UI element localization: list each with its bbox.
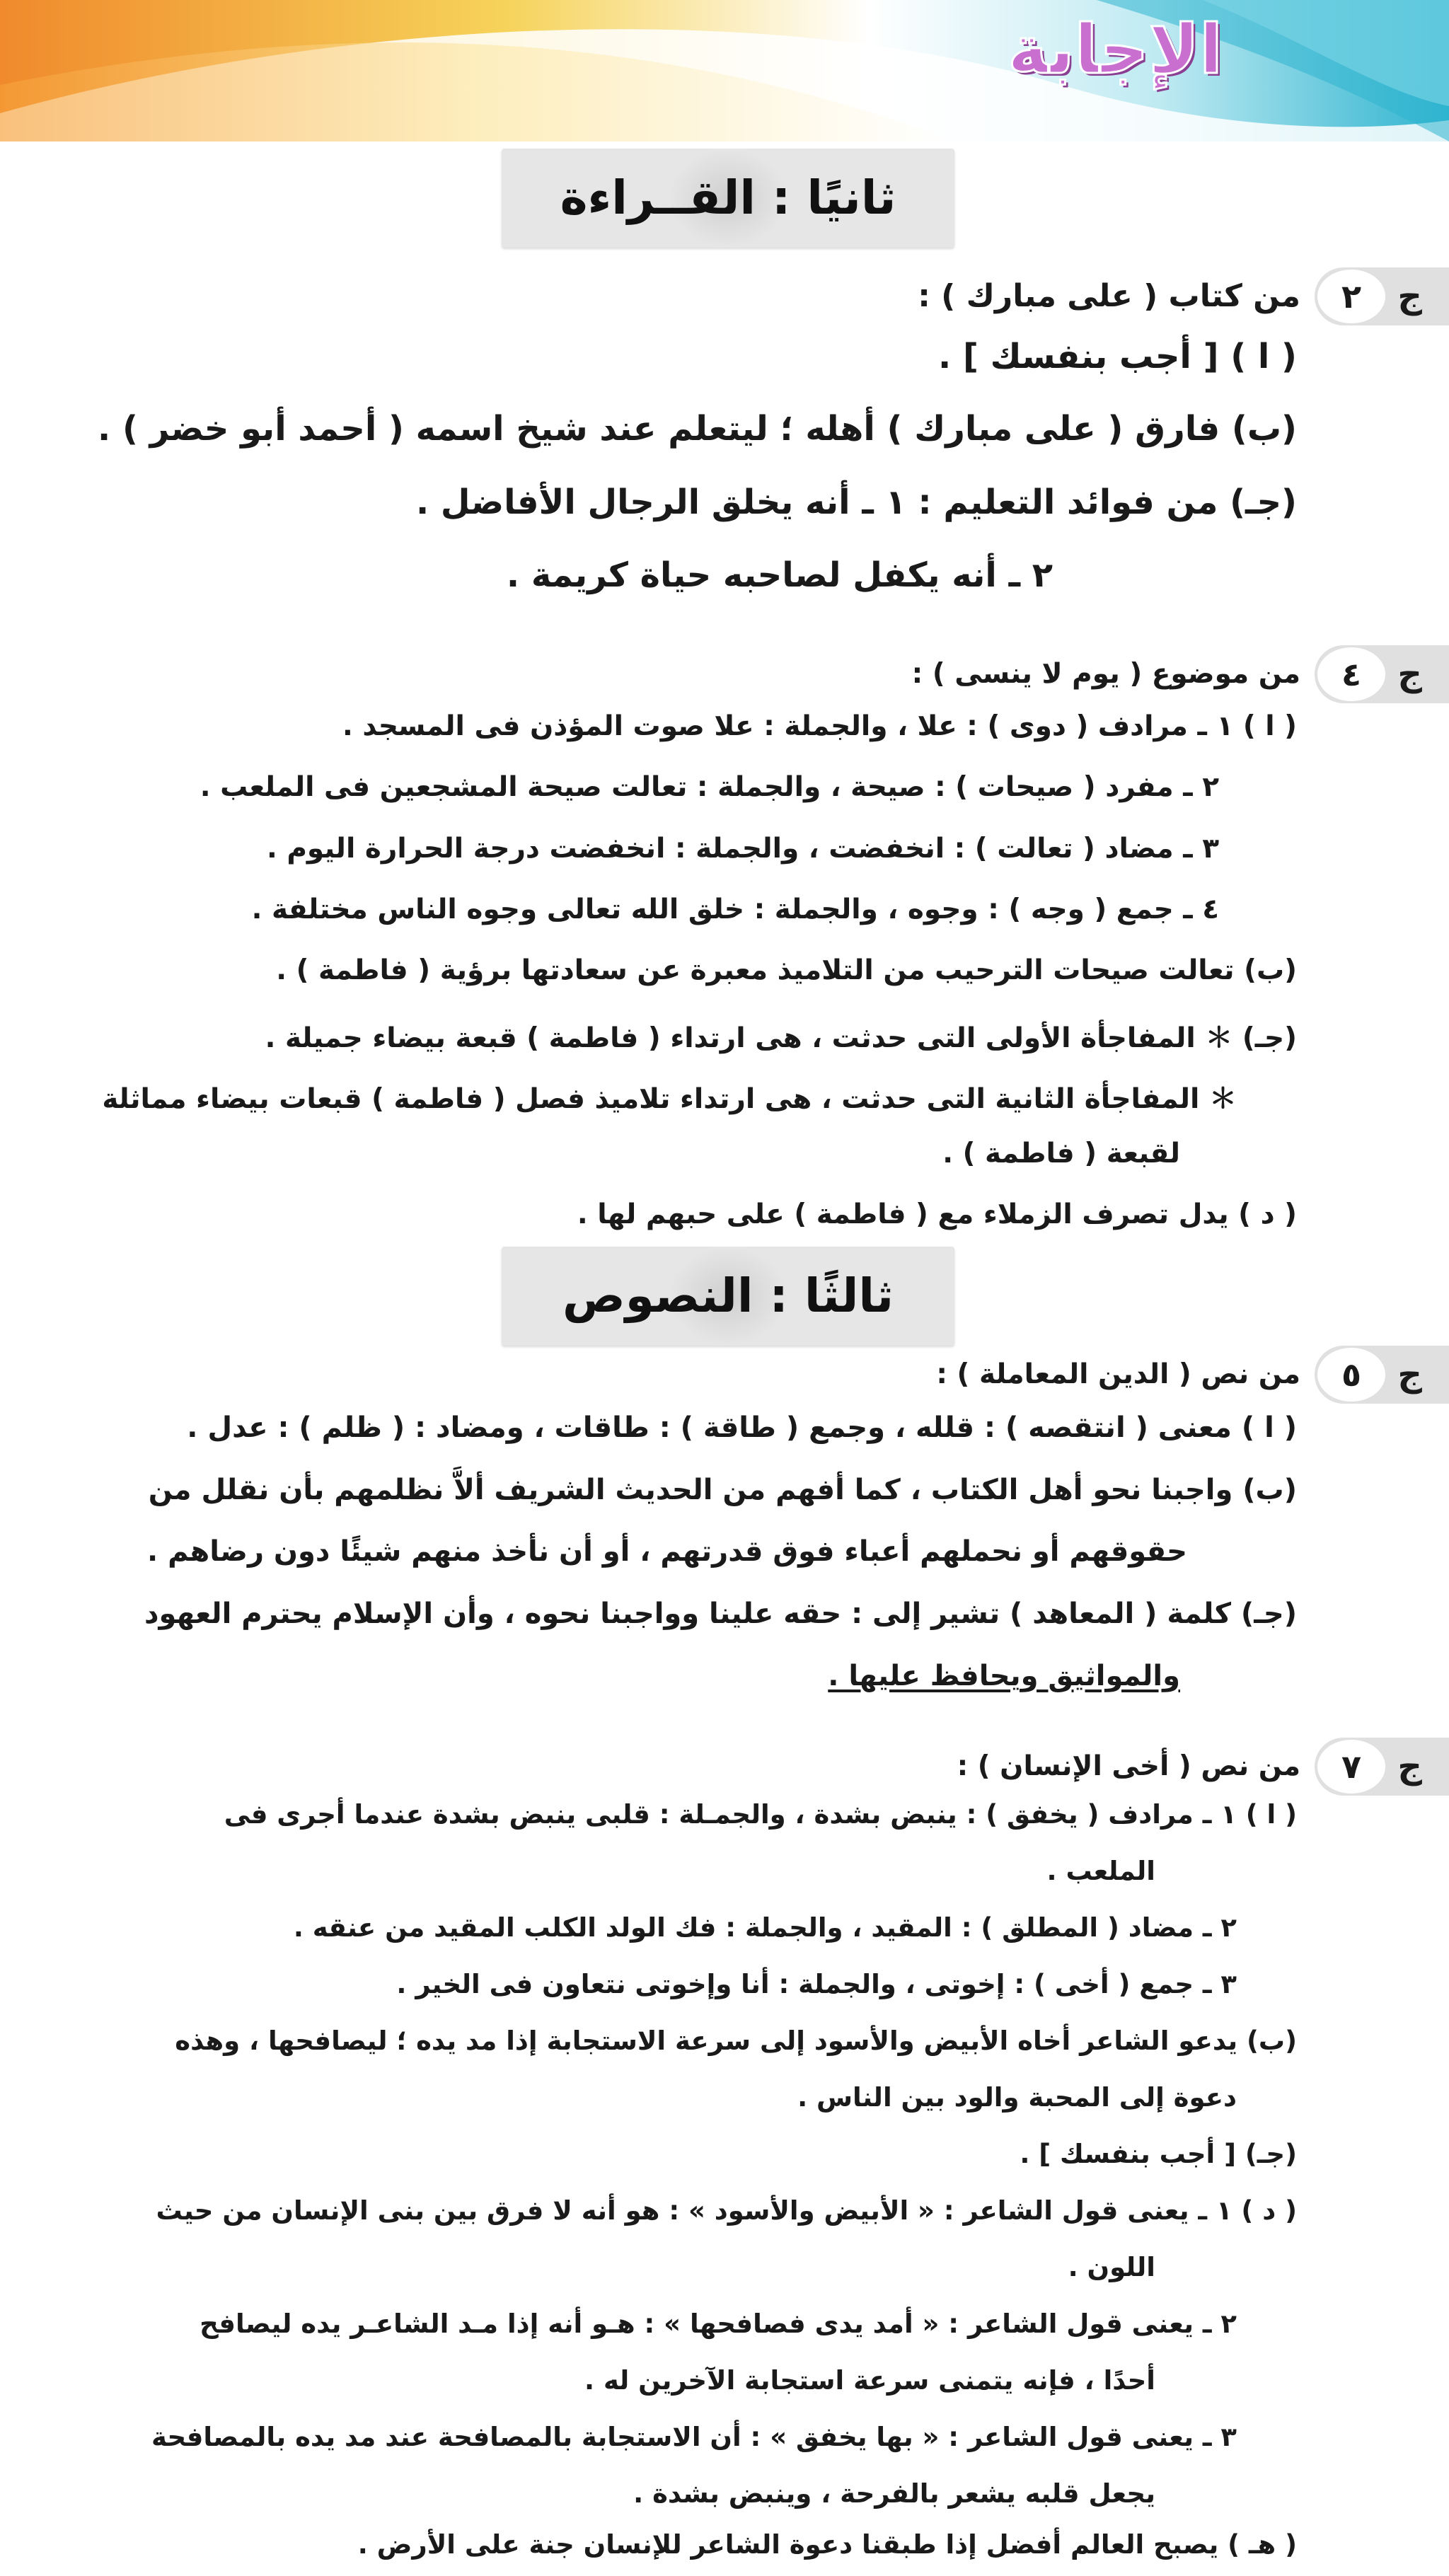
section-heading-reading (502, 149, 954, 248)
answer-line: ٢ ـ مفرد ( صيحات ) : صيحة ، والجملة : تعالت صيحة المشجعين فى الملعب . (200, 771, 1219, 803)
answer-line: اللون . (1068, 2252, 1155, 2282)
answer-line: ( د ) ١ ـ يعنى قول الشاعر : « الأبيض والأسود » : هو أنه لا فرق بين بنى الإنسان من حيث (156, 2195, 1297, 2226)
section-heading-texts (502, 1247, 954, 1346)
question-badge (1315, 1738, 1449, 1796)
answer-line: ( ا ) ١ ـ مرادف ( دوى ) : علا ، والجملة : علا صوت المؤذن فى المسجد . (342, 710, 1297, 742)
question-badge (1315, 645, 1449, 703)
answer-line: (جـ) كلمة ( المعاهد ) تشير إلى : حقه علينا وواجبنا نحوه ، وأن الإسلام يحترم العهود (144, 1598, 1297, 1630)
section-heading-texts-text: ثالثًا : النصوص (562, 1269, 894, 1323)
answer-line: (ب) تعالت صيحات الترحيب من التلاميذ معبرة عن سعادتها برؤية ( فاطمة ) . (276, 954, 1297, 986)
answer-line: ( ا ) [ أجب بنفسك ] . (938, 337, 1297, 376)
answer-line: ٢ ـ يعنى قول الشاعر : « أمد يدى فصافحها » : هـو أنه إذا مـد الشاعـر يده ليصافح (200, 2309, 1237, 2339)
question-badge (1315, 267, 1449, 325)
page-title: الإجابة (1008, 10, 1223, 89)
answer-line: ( ا ) معنى ( انتقصه ) : قلله ، وجمع ( طاقة ) : طاقات ، ومضاد : ( ظلم ) : عدل . (187, 1411, 1297, 1444)
question-badge-letter: ج (1397, 654, 1422, 694)
answer-line: ٣ ـ يعنى قول الشاعر : « بها يخفق » : أن الاستجابة بالمصافحة عند مد يده بالمصافحة (151, 2422, 1237, 2452)
answer-line: ٢ ـ أنه يكفل لصاحبه حياة كريمة . (506, 555, 1053, 595)
question-badge-letter: ج (1397, 1747, 1422, 1786)
answer-line: ＊ المفاجأة الثانية التى حدثت ، هى ارتداء تلاميذ فصل ( فاطمة ) قبعات بيضاء مماثلة (102, 1083, 1237, 1115)
question-source: من كتاب ( على مبارك ) : (918, 278, 1300, 314)
answer-line: ٣ ـ مضاد ( تعالت ) : انخفضت ، والجملة : انخفضت درجة الحرارة اليوم . (266, 833, 1219, 865)
answer-line: حقوقهم أو نحملهم أعباء فوق قدرتهم ، أو أن نأخذ منهم شيئًا دون رضاهم . (147, 1535, 1187, 1568)
answer-line: يجعل قلبه يشعر بالفرحة ، وينبض بشدة . (633, 2478, 1155, 2509)
banner-swoosh (0, 0, 1449, 141)
answer-line: (ب) فارق ( على مبارك ) أهله ؛ ليتعلم عند شيخ اسمه ( أحمد أبو خضر ) . (98, 409, 1297, 449)
header-banner (0, 0, 1449, 141)
question-badge-letter: ج (1397, 1355, 1422, 1394)
question-badge (1315, 1346, 1449, 1404)
question-badge-number: ٧ (1317, 1740, 1385, 1794)
question-source: من نص ( أخى الإنسان ) : (957, 1750, 1300, 1782)
question-badge-number: ٢ (1317, 270, 1385, 323)
answer-line: (ب) يدعو الشاعر أخاه الأبيض والأسود إلى سرعة الاستجابة إذا مد يده ؛ ليصافحها ، وهذه (175, 2026, 1297, 2056)
answer-line: ٣ ـ جمع ( أخى ) : إخوتى ، والجملة : أنا وإخوتى نتعاون فى الخير . (396, 1969, 1237, 1999)
question-source: من موضوع ( يوم لا ينسى ) : (911, 658, 1300, 690)
question-badge-number: ٥ (1317, 1348, 1385, 1402)
answer-line: (جـ) [ أجب بنفسك ] . (1020, 2139, 1297, 2169)
question-badge-letter: ج (1397, 277, 1422, 316)
answer-line: ٢ ـ مضاد ( المطلق ) : المقيد ، والجملة : فك الولد الكلب المقيد من عنقه . (293, 1912, 1237, 1943)
answer-line: (جـ) ＊ المفاجأة الأولى التى حدثت ، هى ارتداء ( فاطمة ) قبعة بيضاء جميلة . (265, 1022, 1297, 1054)
answer-line: (ب) واجبنا نحو أهل الكتاب ، كما أفهم من الحديث الشريف ألاَّ نظلمهم بأن نقلل من (148, 1474, 1297, 1506)
answer-line: ( هـ ) يصبح العالم أفضل إذا طبقنا دعوة الشاعر للإنسان جنة على الأرض . (357, 2529, 1297, 2560)
section-heading-reading-text: ثانيًا : القــراءة (560, 171, 896, 225)
answer-line: الملعب . (1046, 1856, 1155, 1886)
answer-line: أحدًا ، فإنه يتمنى سرعة استجابة الآخرين له . (584, 2365, 1155, 2396)
question-badge-number: ٤ (1317, 647, 1385, 701)
answer-line: والمواثيق ويحافظ عليها . (828, 1660, 1180, 1692)
answer-line: لقبعة ( فاطمة ) . (942, 1138, 1180, 1169)
answer-line: ( د ) يدل تصرف الزملاء مع ( فاطمة ) على حبهم لها . (577, 1199, 1297, 1230)
answer-line: دعوة إلى المحبة والود بين الناس . (797, 2082, 1237, 2113)
question-source: من نص ( الدين المعاملة ) : (936, 1358, 1300, 1390)
answer-line: (جـ) من فوائد التعليم : ١ ـ أنه يخلق الرجال الأفاضل . (415, 483, 1297, 522)
answer-line: ( ا ) ١ ـ مرادف ( يخفق ) : ينبض بشدة ، والجمـلة : قلبى ينبض بشدة عندما أجرى فى (224, 1799, 1297, 1830)
answer-line: ٤ ـ جمع ( وجه ) : وجوه ، والجملة : خلق الله تعالى وجوه الناس مختلفة . (251, 894, 1219, 925)
